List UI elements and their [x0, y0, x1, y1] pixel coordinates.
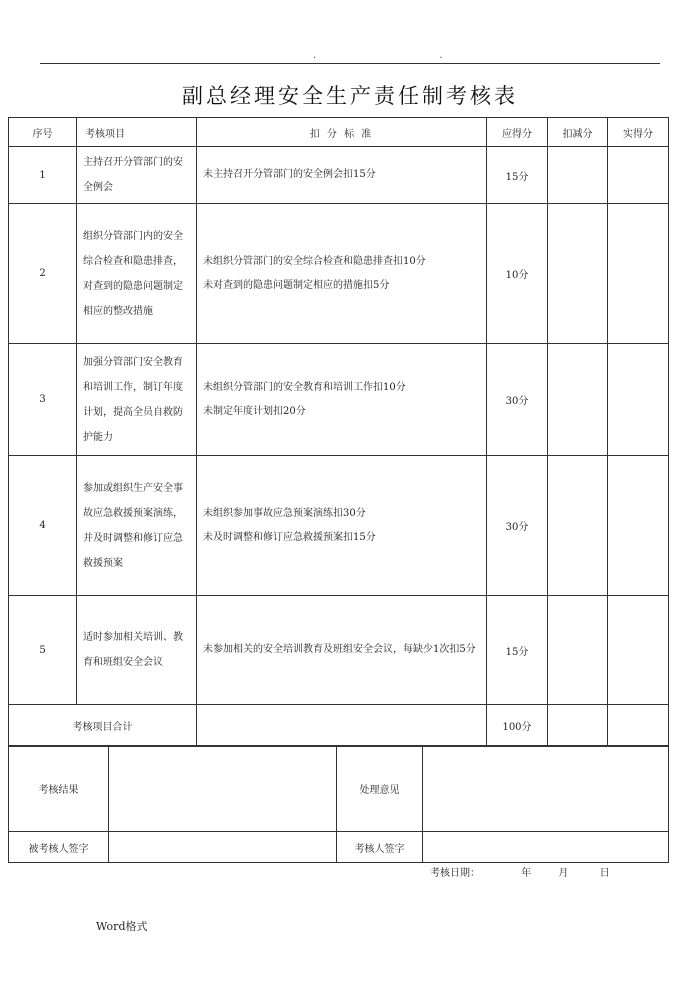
- total-deduct[interactable]: [548, 705, 608, 747]
- standard-line: 未组织分管部门的安全综合检查和隐患排查扣10分: [203, 255, 426, 267]
- result-field[interactable]: [109, 746, 337, 832]
- row-item: 加强分管部门安全教育和培训工作，制订年度计划，提高全员自救防护能力: [77, 344, 197, 456]
- row-actual[interactable]: [608, 596, 669, 705]
- row-score: 10分: [487, 204, 548, 344]
- row-actual[interactable]: [608, 456, 669, 596]
- opinion-field[interactable]: [423, 746, 669, 832]
- row-no: 2: [9, 204, 77, 344]
- standard-line: 未组织分管部门的安全教育和培训工作扣10分: [203, 381, 406, 393]
- table-row: [9, 456, 669, 596]
- table-header-row: [9, 118, 669, 147]
- examinee-signature-field[interactable]: [109, 832, 337, 863]
- header-dots: . .: [313, 50, 503, 61]
- total-row: [9, 705, 669, 747]
- row-standard: [197, 596, 487, 705]
- assessment-table: [8, 117, 669, 747]
- header-score: 应得分: [487, 118, 548, 147]
- date-month: 月: [558, 868, 569, 879]
- row-no: 3: [9, 344, 77, 456]
- row-item: 主持召开分管部门的安全例会: [77, 147, 197, 204]
- row-standard: [197, 456, 487, 596]
- total-label: 考核项目合计: [9, 705, 197, 747]
- row-score: 15分: [487, 596, 548, 705]
- header-deduct: 扣减分: [548, 118, 608, 147]
- standard-line: 未及时调整和修订应急救援预案扣15分: [203, 531, 376, 543]
- header-item: 考核项目: [77, 118, 197, 147]
- signoff-table: [8, 745, 669, 863]
- row-deduct[interactable]: [548, 204, 608, 344]
- row-deduct[interactable]: [548, 344, 608, 456]
- examinee-signature-label: 被考核人签字: [9, 832, 109, 863]
- page-title: 副总经理安全生产责任制考核表: [182, 84, 518, 108]
- header-no: 序号: [9, 118, 77, 147]
- header-actual: 实得分: [608, 118, 669, 147]
- table-row: [9, 147, 669, 204]
- date-day: 日: [599, 868, 610, 879]
- date-label: 考核日期：: [430, 868, 480, 879]
- date-year: 年: [521, 868, 532, 879]
- row-actual[interactable]: [608, 344, 669, 456]
- standard-line: 未组织参加事故应急预案演练扣30分: [203, 507, 366, 519]
- row-item: 适时参加相关培训、教育和班组安全会议: [77, 596, 197, 705]
- row-standard: [197, 344, 487, 456]
- total-standard-cell: [197, 705, 487, 747]
- row-deduct[interactable]: [548, 456, 608, 596]
- row-no: 4: [9, 456, 77, 596]
- row-score: 30分: [487, 456, 548, 596]
- total-score: 100分: [487, 705, 548, 747]
- assessment-date: [430, 864, 610, 879]
- row-standard: [197, 147, 487, 204]
- row-actual[interactable]: [608, 204, 669, 344]
- row-no: 1: [9, 147, 77, 204]
- table-row: [9, 204, 669, 344]
- footer-text: Word格式: [96, 920, 148, 933]
- examiner-signature-label: 考核人签字: [337, 832, 423, 863]
- row-score: 15分: [487, 147, 548, 204]
- row-score: 30分: [487, 344, 548, 456]
- row-item: 组织分管部门内的安全综合检查和隐患排查，对查到的隐患问题制定相应的整改措施: [77, 204, 197, 344]
- standard-line: 未对查到的隐患问题制定相应的措施扣5分: [203, 279, 390, 291]
- row-actual[interactable]: [608, 147, 669, 204]
- row-item: 参加或组织生产安全事故应急救援预案演练，并及时调整和修订应急救援预案: [77, 456, 197, 596]
- row-standard: [197, 204, 487, 344]
- table-row: [9, 596, 669, 705]
- result-label: 考核结果: [9, 746, 109, 832]
- header-standard: 扣 分 标 准: [197, 118, 487, 147]
- standard-line: 未制定年度计划扣20分: [203, 405, 306, 417]
- row-deduct[interactable]: [548, 596, 608, 705]
- total-actual[interactable]: [608, 705, 669, 747]
- opinion-label: 处理意见: [337, 746, 423, 832]
- table-row: [9, 344, 669, 456]
- standard-line: 未参加相关的安全培训教育及班组安全会议，每缺少1次扣5分: [203, 644, 476, 655]
- signature-row: [9, 832, 669, 863]
- row-deduct[interactable]: [548, 147, 608, 204]
- standard-line: 未主持召开分管部门的安全例会扣15分: [203, 169, 376, 180]
- result-row: [9, 746, 669, 832]
- examiner-signature-field[interactable]: [423, 832, 669, 863]
- header-rule: [40, 63, 660, 64]
- row-no: 5: [9, 596, 77, 705]
